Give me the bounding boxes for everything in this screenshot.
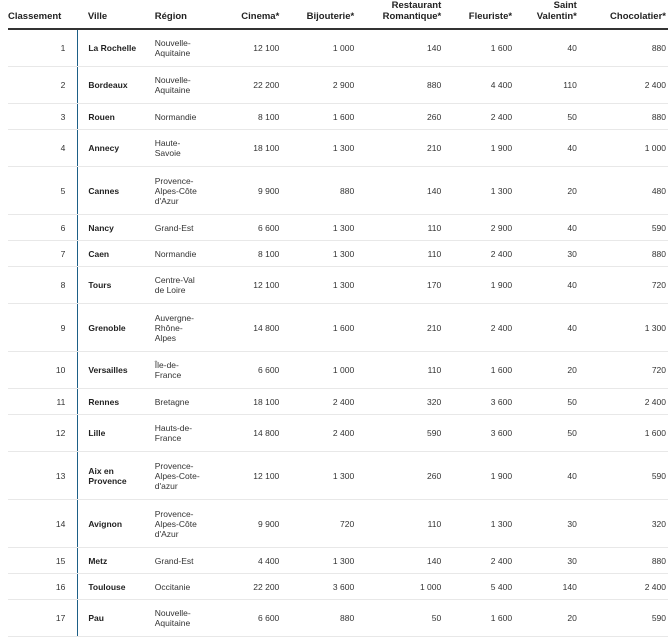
cell-bijouterie: 3 600: [281, 574, 356, 600]
table-row: [8, 215, 668, 241]
header-row: [8, 0, 668, 29]
cell-saint-valentin: 30: [514, 548, 579, 574]
cell-restaurant: 50: [356, 600, 443, 637]
cell-rank: 5: [8, 167, 78, 215]
cell-cinema: 4 400: [218, 548, 282, 574]
cell-bijouterie: 1 600: [281, 104, 356, 130]
cell-fleuriste: 2 400: [443, 304, 514, 352]
cell-fleuriste: 2 400: [443, 104, 514, 130]
city-ranking-table: [8, 0, 668, 637]
cell-bijouterie: 880: [281, 600, 356, 637]
cell-region: Normandie: [155, 104, 218, 130]
cell-saint-valentin: 50: [514, 104, 579, 130]
table-row: [8, 574, 668, 600]
cell-chocolatier: 320: [579, 500, 668, 548]
cell-restaurant: 110: [356, 215, 443, 241]
cell-bijouterie: 1 300: [281, 215, 356, 241]
cell-bijouterie: 880: [281, 167, 356, 215]
table-row: [8, 267, 668, 304]
cell-restaurant: 260: [356, 452, 443, 500]
table-row: [8, 415, 668, 452]
cell-cinema: 8 100: [218, 104, 282, 130]
cell-chocolatier: 590: [579, 215, 668, 241]
cell-city: Lille: [78, 415, 155, 452]
cell-city: Versailles: [78, 352, 155, 389]
cell-saint-valentin: 20: [514, 352, 579, 389]
cell-cinema: 8 100: [218, 241, 282, 267]
cell-region: Occitanie: [155, 574, 218, 600]
header-restaurant[interactable]: [356, 0, 443, 29]
cell-restaurant: 110: [356, 241, 443, 267]
cell-city: Caen: [78, 241, 155, 267]
cell-chocolatier: 720: [579, 267, 668, 304]
cell-city: La Rochelle: [78, 29, 155, 67]
cell-restaurant: 260: [356, 104, 443, 130]
cell-city: Bordeaux: [78, 67, 155, 104]
cell-region: Provence- Alpes-Cote- d'azur: [155, 452, 218, 500]
cell-chocolatier: 1 000: [579, 130, 668, 167]
cell-city: Nancy: [78, 215, 155, 241]
cell-rank: 10: [8, 352, 78, 389]
cell-fleuriste: 1 300: [443, 167, 514, 215]
cell-saint-valentin: 30: [514, 500, 579, 548]
cell-chocolatier: 720: [579, 352, 668, 389]
table-row: [8, 104, 668, 130]
cell-chocolatier: 2 400: [579, 574, 668, 600]
cell-cinema: 6 600: [218, 215, 282, 241]
cell-region: Bretagne: [155, 389, 218, 415]
cell-restaurant: 140: [356, 167, 443, 215]
cell-bijouterie: 2 400: [281, 389, 356, 415]
cell-restaurant: 110: [356, 500, 443, 548]
cell-cinema: 14 800: [218, 415, 282, 452]
cell-restaurant: 210: [356, 130, 443, 167]
cell-fleuriste: 1 300: [443, 500, 514, 548]
cell-rank: 12: [8, 415, 78, 452]
cell-rank: 4: [8, 130, 78, 167]
cell-region: Nouvelle- Aquitaine: [155, 67, 218, 104]
cell-city: Annecy: [78, 130, 155, 167]
cell-fleuriste: 1 600: [443, 29, 514, 67]
header-ville[interactable]: Ville: [78, 0, 155, 29]
cell-rank: 3: [8, 104, 78, 130]
cell-saint-valentin: 140: [514, 574, 579, 600]
table-row: [8, 500, 668, 548]
cell-restaurant: 140: [356, 29, 443, 67]
cell-saint-valentin: 40: [514, 452, 579, 500]
cell-rank: 8: [8, 267, 78, 304]
cell-saint-valentin: 50: [514, 415, 579, 452]
cell-rank: 9: [8, 304, 78, 352]
cell-region: Normandie: [155, 241, 218, 267]
cell-restaurant: 320: [356, 389, 443, 415]
cell-cinema: 6 600: [218, 352, 282, 389]
cell-chocolatier: 590: [579, 600, 668, 637]
cell-bijouterie: 1 300: [281, 452, 356, 500]
cell-rank: 17: [8, 600, 78, 637]
cell-cinema: 18 100: [218, 130, 282, 167]
header-classement[interactable]: Classement: [8, 0, 78, 29]
cell-chocolatier: 2 400: [579, 67, 668, 104]
table-row: [8, 167, 668, 215]
cell-chocolatier: 880: [579, 104, 668, 130]
cell-region: Provence- Alpes-Côte d'Azur: [155, 167, 218, 215]
cell-restaurant: 880: [356, 67, 443, 104]
header-bijouterie[interactable]: Bijouterie*: [281, 0, 356, 29]
cell-cinema: 18 100: [218, 389, 282, 415]
cell-city: Aix en Provence: [78, 452, 155, 500]
cell-region: Haute- Savoie: [155, 130, 218, 167]
cell-fleuriste: 2 400: [443, 548, 514, 574]
cell-restaurant: 170: [356, 267, 443, 304]
header-region[interactable]: Région: [155, 0, 218, 29]
cell-fleuriste: 1 900: [443, 452, 514, 500]
cell-rank: 14: [8, 500, 78, 548]
cell-rank: 15: [8, 548, 78, 574]
cell-bijouterie: 1 300: [281, 130, 356, 167]
cell-fleuriste: 5 400: [443, 574, 514, 600]
cell-saint-valentin: 40: [514, 130, 579, 167]
cell-saint-valentin: 30: [514, 241, 579, 267]
cell-saint-valentin: 40: [514, 267, 579, 304]
cell-restaurant: 210: [356, 304, 443, 352]
cell-bijouterie: 2 400: [281, 415, 356, 452]
cell-fleuriste: 3 600: [443, 415, 514, 452]
cell-rank: 16: [8, 574, 78, 600]
cell-bijouterie: 1 600: [281, 304, 356, 352]
cell-saint-valentin: 110: [514, 67, 579, 104]
header-restaurant-line1: Restaurant: [391, 0, 442, 11]
cell-city: Avignon: [78, 500, 155, 548]
cell-fleuriste: 3 600: [443, 389, 514, 415]
cell-region: Île-de- France: [155, 352, 218, 389]
cell-restaurant: 140: [356, 548, 443, 574]
header-saint-line1: Saint: [553, 0, 577, 11]
cell-saint-valentin: 20: [514, 167, 579, 215]
cell-rank: 6: [8, 215, 78, 241]
cell-chocolatier: 590: [579, 452, 668, 500]
cell-bijouterie: 1 300: [281, 548, 356, 574]
cell-region: Grand-Est: [155, 548, 218, 574]
cell-cinema: 22 200: [218, 574, 282, 600]
cell-cinema: 12 100: [218, 452, 282, 500]
cell-cinema: 9 900: [218, 500, 282, 548]
cell-saint-valentin: 40: [514, 29, 579, 67]
cell-chocolatier: 880: [579, 241, 668, 267]
cell-bijouterie: 1 300: [281, 241, 356, 267]
cell-city: Pau: [78, 600, 155, 637]
table-row: [8, 600, 668, 637]
cell-region: Nouvelle- Aquitaine: [155, 29, 218, 67]
cell-rank: 2: [8, 67, 78, 104]
cell-saint-valentin: 40: [514, 304, 579, 352]
cell-bijouterie: 720: [281, 500, 356, 548]
header-cinema[interactable]: Cinema*: [218, 0, 282, 29]
cell-saint-valentin: 20: [514, 600, 579, 637]
table-body: [8, 29, 668, 637]
table-row: [8, 548, 668, 574]
cell-region: Centre-Val de Loire: [155, 267, 218, 304]
cell-bijouterie: 1 000: [281, 352, 356, 389]
cell-chocolatier: 880: [579, 548, 668, 574]
cell-rank: 7: [8, 241, 78, 267]
cell-region: Hauts-de- France: [155, 415, 218, 452]
cell-bijouterie: 2 900: [281, 67, 356, 104]
header-chocolatier[interactable]: Chocolatier*: [579, 0, 668, 29]
cell-fleuriste: 1 900: [443, 267, 514, 304]
table-row: [8, 29, 668, 67]
table-row: [8, 389, 668, 415]
cell-restaurant: 590: [356, 415, 443, 452]
cell-chocolatier: 1 300: [579, 304, 668, 352]
cell-city: Rouen: [78, 104, 155, 130]
cell-saint-valentin: 40: [514, 215, 579, 241]
cell-fleuriste: 4 400: [443, 67, 514, 104]
cell-restaurant: 1 000: [356, 574, 443, 600]
cell-fleuriste: 1 900: [443, 130, 514, 167]
cell-saint-valentin: 50: [514, 389, 579, 415]
cell-rank: 11: [8, 389, 78, 415]
cell-city: Toulouse: [78, 574, 155, 600]
cell-bijouterie: 1 000: [281, 29, 356, 67]
cell-city: Cannes: [78, 167, 155, 215]
table-row: [8, 67, 668, 104]
cell-region: Nouvelle- Aquitaine: [155, 600, 218, 637]
cell-cinema: 6 600: [218, 600, 282, 637]
cell-restaurant: 110: [356, 352, 443, 389]
cell-bijouterie: 1 300: [281, 267, 356, 304]
cell-chocolatier: 480: [579, 167, 668, 215]
table-row: [8, 452, 668, 500]
cell-rank: 13: [8, 452, 78, 500]
table-row: [8, 130, 668, 167]
cell-region: Provence- Alpes-Côte d'Azur: [155, 500, 218, 548]
cell-cinema: 9 900: [218, 167, 282, 215]
cell-city: Grenoble: [78, 304, 155, 352]
cell-chocolatier: 1 600: [579, 415, 668, 452]
cell-city: Tours: [78, 267, 155, 304]
cell-cinema: 12 100: [218, 29, 282, 67]
cell-fleuriste: 1 600: [443, 600, 514, 637]
cell-cinema: 14 800: [218, 304, 282, 352]
header-saint-line2: Valentin*: [536, 11, 577, 22]
header-fleuriste[interactable]: Fleuriste*: [443, 0, 514, 29]
cell-fleuriste: 2 900: [443, 215, 514, 241]
header-restaurant-line2: Romantique*: [382, 11, 442, 22]
cell-rank: 1: [8, 29, 78, 67]
cell-city: Metz: [78, 548, 155, 574]
cell-cinema: 12 100: [218, 267, 282, 304]
table-row: [8, 241, 668, 267]
header-saint-valentin[interactable]: [514, 0, 579, 29]
cell-region: Grand-Est: [155, 215, 218, 241]
table-row: [8, 352, 668, 389]
cell-fleuriste: 2 400: [443, 241, 514, 267]
cell-region: Auvergne- Rhône- Alpes: [155, 304, 218, 352]
cell-chocolatier: 2 400: [579, 389, 668, 415]
cell-fleuriste: 1 600: [443, 352, 514, 389]
cell-city: Rennes: [78, 389, 155, 415]
cell-cinema: 22 200: [218, 67, 282, 104]
table-row: [8, 304, 668, 352]
cell-chocolatier: 880: [579, 29, 668, 67]
